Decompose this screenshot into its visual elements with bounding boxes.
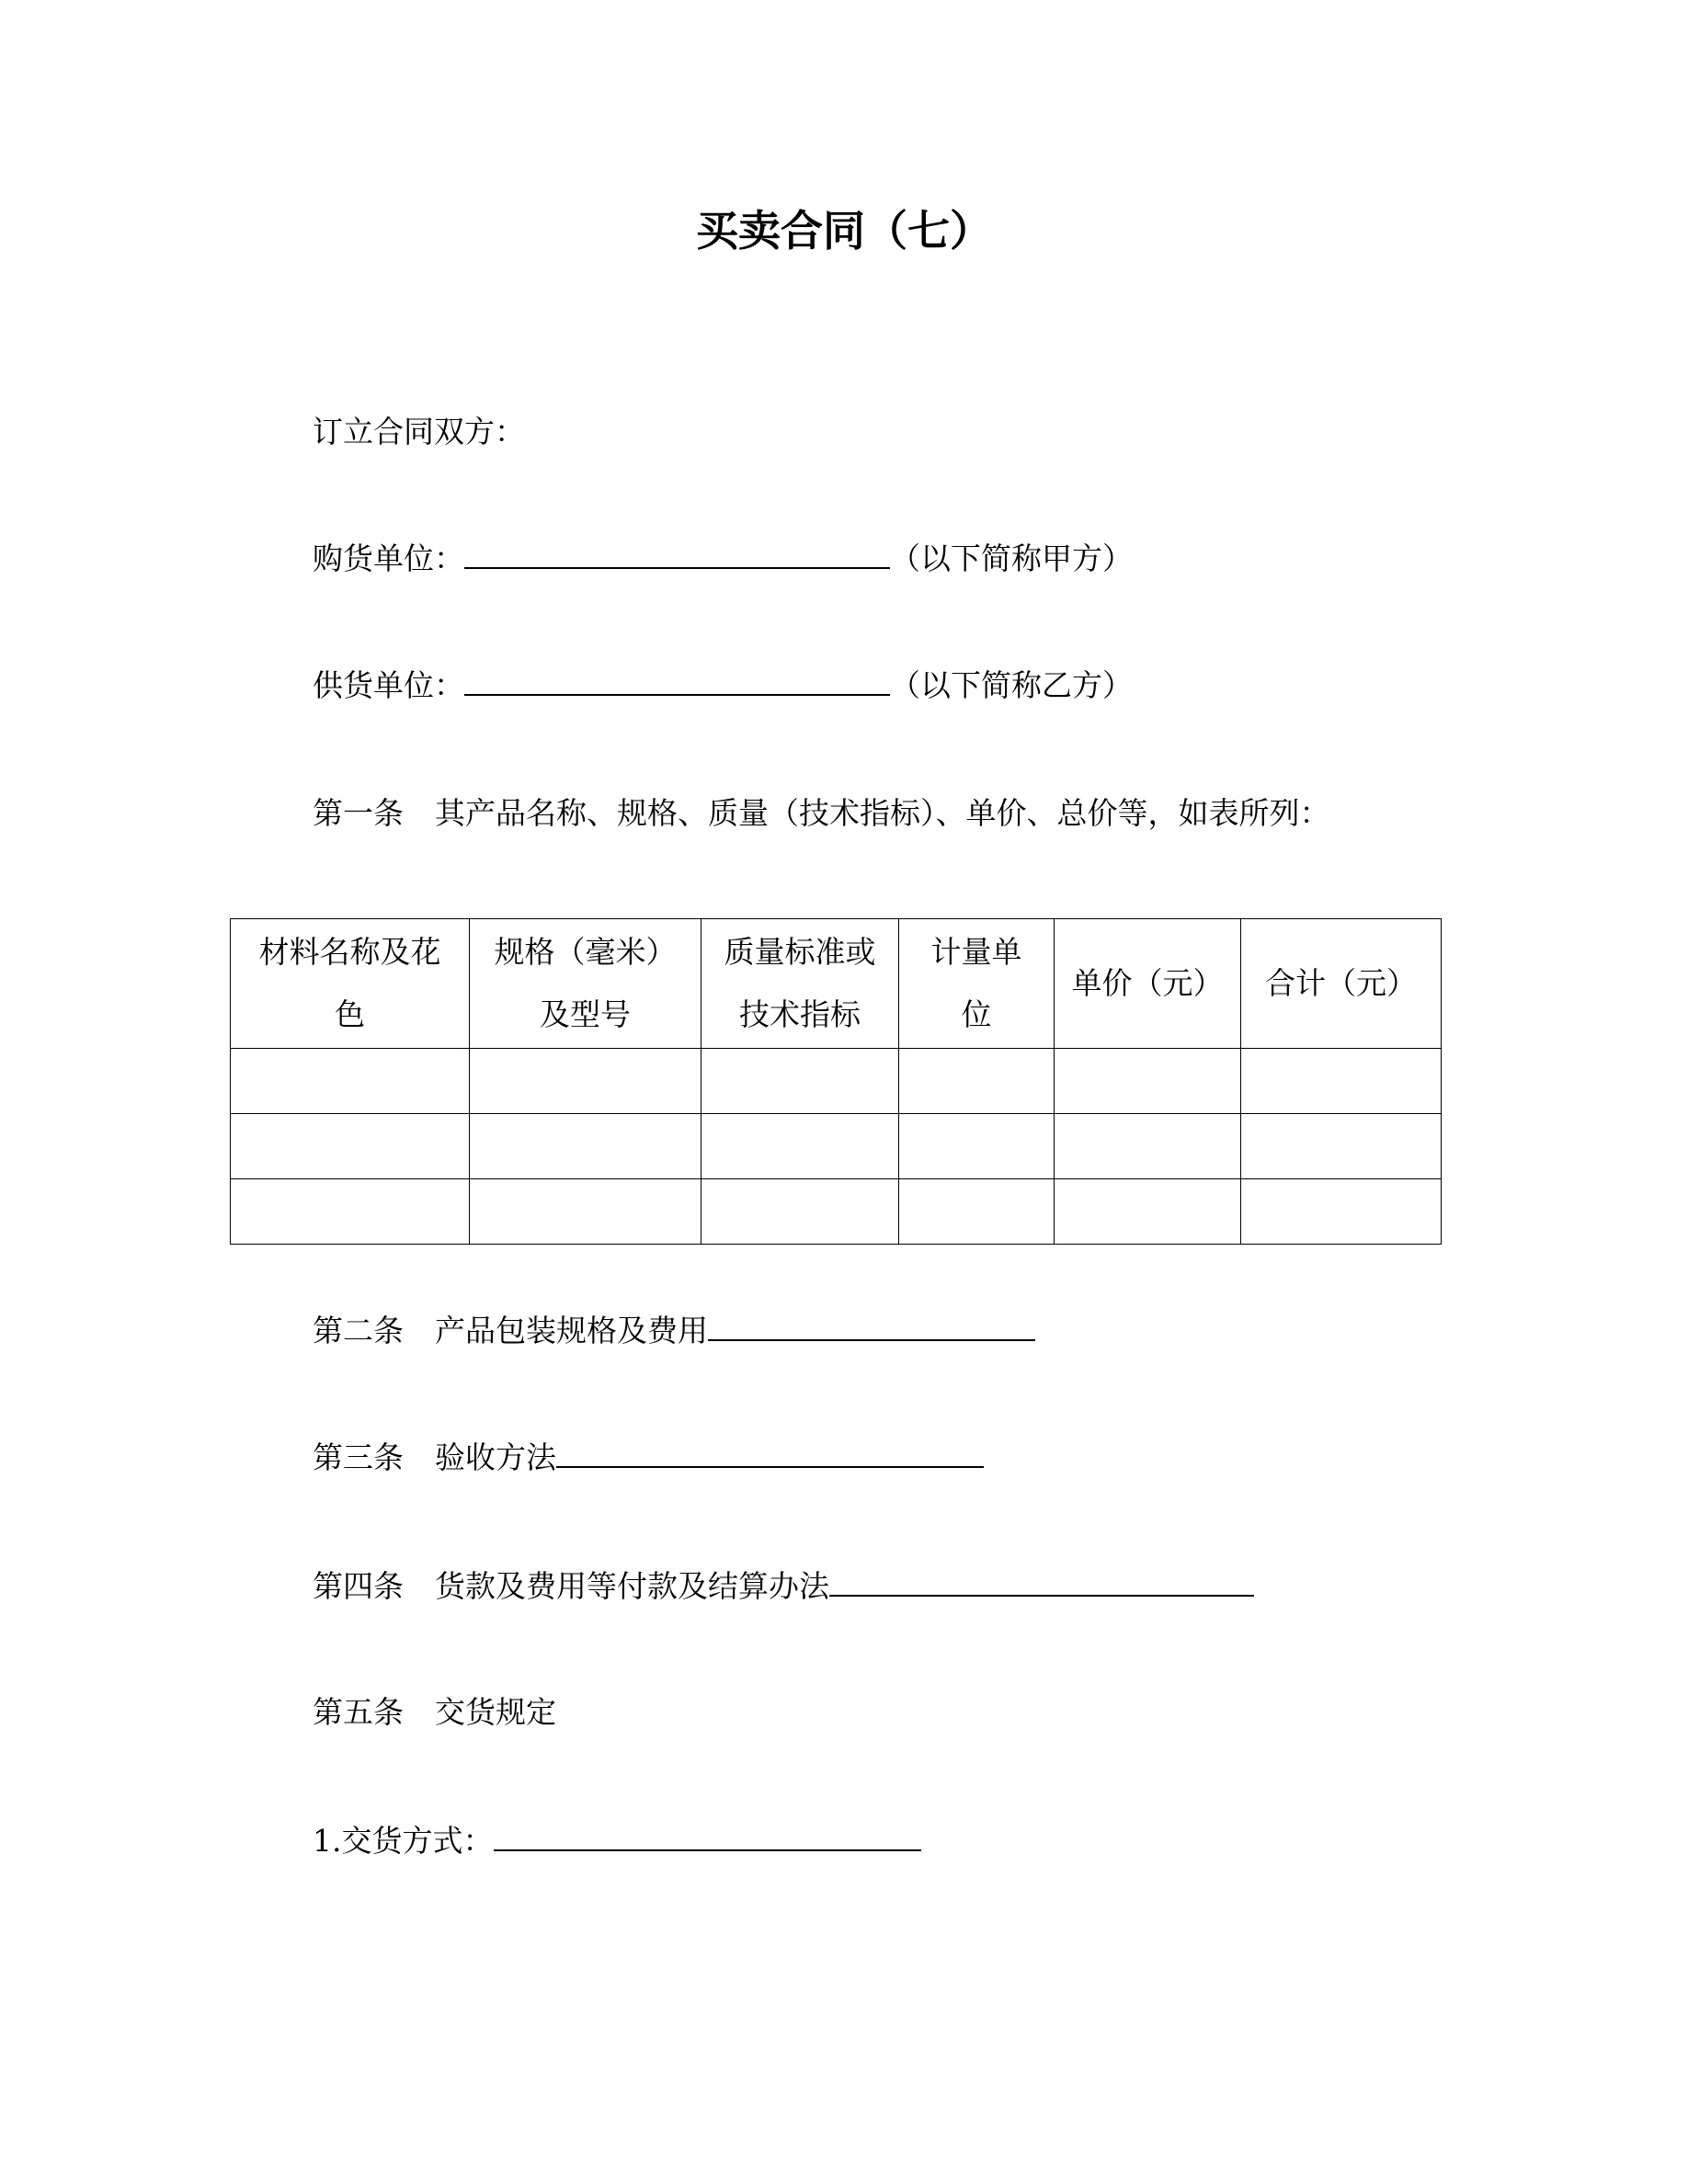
table-cell[interactable] (701, 1179, 899, 1245)
article-text: 验收方法 (435, 1439, 556, 1475)
buyer-blank[interactable] (464, 540, 890, 569)
header-text: 色 (335, 996, 365, 1032)
header-text: 合计（元） (1265, 965, 1417, 1001)
table-cell[interactable] (231, 1179, 470, 1245)
article-text: 货款及费用等付款及结算办法 (435, 1568, 829, 1604)
seller-suffix: （以下简称乙方） (890, 667, 1133, 703)
header-text: 技术指标 (739, 996, 861, 1032)
table-cell[interactable] (1241, 1179, 1442, 1245)
document-title: 买卖合同（七） (696, 206, 992, 256)
article-number: 第五条 (313, 1694, 404, 1730)
seller-line (313, 666, 1133, 704)
seller-label: 供货单位： (313, 667, 464, 703)
table-header-row (231, 919, 1442, 1049)
header-text: 位 (961, 996, 992, 1032)
article-text: 产品包装规格及费用 (435, 1313, 708, 1348)
article-1 (313, 795, 1330, 832)
article-number: 第四条 (313, 1568, 404, 1604)
header-text: 单价（元） (1071, 965, 1224, 1001)
table-row (231, 1049, 1442, 1114)
article-3-blank[interactable] (556, 1439, 984, 1468)
seller-blank[interactable] (464, 666, 890, 696)
buyer-label: 购货单位： (313, 540, 464, 576)
table-cell[interactable] (470, 1114, 701, 1179)
delivery-method-line (313, 1822, 921, 1860)
header-cell (1055, 919, 1241, 1049)
header-text: 计量单 (930, 934, 1022, 970)
table-cell[interactable] (701, 1114, 899, 1179)
table-cell[interactable] (1055, 1114, 1241, 1179)
article-5 (313, 1694, 556, 1731)
table-cell[interactable] (1241, 1049, 1442, 1114)
table-cell[interactable] (899, 1179, 1055, 1245)
table-cell[interactable] (1055, 1049, 1241, 1114)
article-2 (313, 1312, 1035, 1349)
buyer-suffix: （以下简称甲方） (890, 540, 1133, 576)
table-cell[interactable] (701, 1049, 899, 1114)
table-cell[interactable] (1055, 1179, 1241, 1245)
header-cell (231, 919, 470, 1049)
table-cell[interactable] (899, 1114, 1055, 1179)
table-cell[interactable] (470, 1179, 701, 1245)
article-3 (313, 1439, 984, 1476)
header-text: 规格（毫米） (494, 934, 677, 970)
article-text: 其产品名称、规格、质量（技术指标）、单价、总价等，如表所列： (435, 795, 1330, 831)
article-4-blank[interactable] (829, 1567, 1254, 1597)
article-text: 交货规定 (435, 1694, 556, 1730)
delivery-method-blank[interactable] (494, 1822, 921, 1851)
delivery-method-label: 1.交货方式： (313, 1823, 494, 1859)
header-text: 质量标准或 (724, 934, 876, 970)
product-table (230, 918, 1442, 1245)
buyer-line (313, 540, 1133, 577)
article-number: 第三条 (313, 1439, 404, 1475)
article-4 (313, 1567, 1254, 1605)
article-number: 第一条 (313, 795, 404, 831)
parties-heading: 订立合同双方： (313, 414, 525, 449)
article-2-blank[interactable] (708, 1312, 1035, 1341)
table-cell[interactable] (231, 1114, 470, 1179)
table-cell[interactable] (231, 1049, 470, 1114)
header-cell (701, 919, 899, 1049)
table-row (231, 1179, 1442, 1245)
article-number: 第二条 (313, 1313, 404, 1348)
header-cell (899, 919, 1055, 1049)
header-cell (470, 919, 701, 1049)
header-cell (1241, 919, 1442, 1049)
header-text: 材料名称及花 (258, 934, 441, 970)
table-row (231, 1114, 1442, 1179)
table-cell[interactable] (470, 1049, 701, 1114)
table-cell[interactable] (1241, 1114, 1442, 1179)
table-cell[interactable] (899, 1049, 1055, 1114)
header-text: 及型号 (540, 996, 631, 1032)
